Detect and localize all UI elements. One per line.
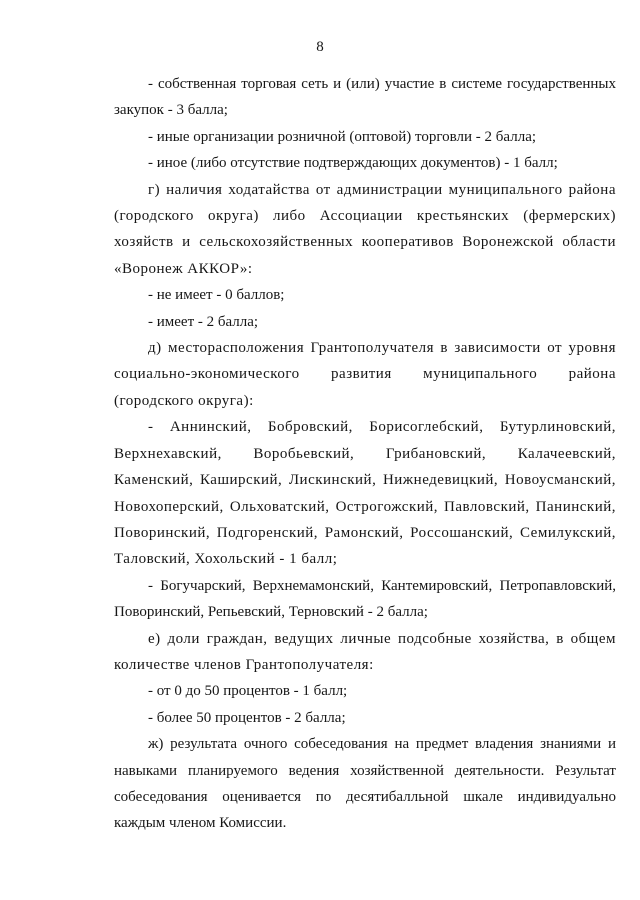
paragraph-districts-two-points: - Богучарский, Верхнемамонский, Кантемировский, Петропавловский, Поворинский, Репьевский, Терновский - 2 балла;: [114, 577, 616, 621]
paragraph-petition-criterion: г) наличия ходатайства от администрации муниципального района (городского округа) либо Ассоциации крестьянских (фермерских) хозяйств и сельскохозяйственных кооперативов Воронежской области «Воронеж АККОР»:: [114, 181, 616, 277]
paragraph-districts-one-point: - Аннинский, Бобровский, Борисоглебский, Бутурлиновский, Верхнехавский, Воробьевский, Грибановский, Калачеевский, Каменский, Каширский, Лискинский, Нижнедевицкий, Новоусманский, Новохоперский, Ольховатский, Острогожский, Павловский, Панинский, Поворинский, Подгоренский, Рамонский, Россошанский, Семилукский, Таловский, Хохольский - 1 балл;: [114, 419, 616, 568]
paragraph-other-no-documents: - иное (либо отсутствие подтверждающих документов) - 1 балл;: [148, 155, 558, 172]
page-number: 8: [316, 39, 324, 55]
paragraph-other-retail: - иные организации розничной (оптовой) торговли - 2 балла;: [148, 128, 537, 145]
paragraph-petition-has: - имеет - 2 балла;: [148, 313, 259, 330]
document-body: [114, 71, 616, 837]
paragraph-interview-criterion: ж) результата очного собеседования на предмет владения знаниями и навыками планируемого ведения хозяйственной деятельности. Результат собеседования оценивается по десятибалльной шкале индивидуально каждым членом Комиссии.: [114, 736, 616, 832]
paragraph-location-criterion: д) месторасположения Грантополучателя в зависимости от уровня социально-экономического развития муниципального района (городского округа):: [114, 340, 616, 409]
paragraph-share-over-50: - более 50 процентов - 2 балла;: [148, 709, 346, 726]
paragraph-own-trade-network: - собственная торговая сеть и (или) участие в системе государственных закупок - 3 балла;: [114, 76, 616, 119]
paragraph-petition-none: - не имеет - 0 баллов;: [148, 287, 285, 304]
paragraph-household-share-criterion: е) доли граждан, ведущих личные подсобные хозяйства, в общем количестве членов Грантополучателя:: [114, 630, 616, 673]
paragraph-share-up-to-50: - от 0 до 50 процентов - 1 балл;: [148, 683, 348, 700]
